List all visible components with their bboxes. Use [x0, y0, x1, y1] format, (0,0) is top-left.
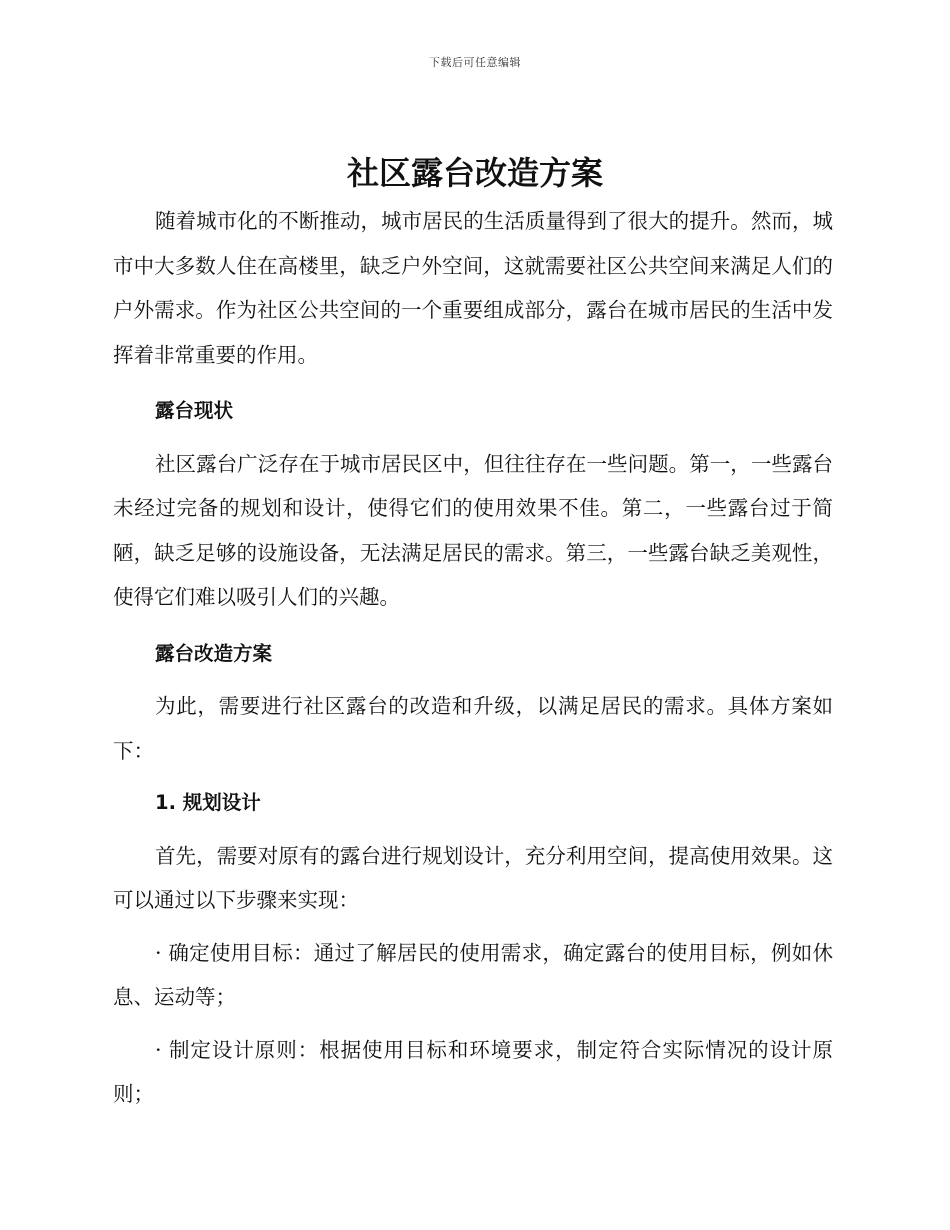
subsection-heading-design: 1. 规划设计 [155, 791, 261, 814]
bullet-item: · 确定使用目标：通过了解居民的使用需求，确定露台的使用目标，例如休息、运动等； [113, 940, 833, 1009]
status-paragraph: 社区露台广泛存在于城市居民区中，但往往存在一些问题。第一，一些露台未经过完备的规划和设计，使得它们的使用效果不佳。第二，一些露台过于简陋，缺乏足够的设施设备，无法满足居民的需求。第三，一些露台缺乏美观性，使得它们难以吸引人们的兴趣。 [113, 451, 833, 609]
plan-paragraph: 为此，需要进行社区露台的改造和升级，以满足居民的需求。具体方案如下： [113, 694, 833, 763]
bullet-item: · 制定设计原则：根据使用目标和环境要求，制定符合实际情况的设计原则； [113, 1037, 833, 1106]
section-heading-status: 露台现状 [155, 399, 234, 422]
section-heading-plan: 露台改造方案 [155, 641, 273, 665]
document-body [113, 199, 833, 1117]
intro-paragraph: 随着城市化的不断推动，城市居民的生活质量得到了很大的提升。然而，城市中大多数人住在高楼里，缺乏户外空间，这就需要社区公共空间来满足人们的户外需求。作为社区公共空间的一个重要组成部分，露台在城市居民的生活中发挥着非常重要的作用。 [113, 209, 833, 367]
header-note: 下载后可任意编辑 [429, 56, 521, 69]
document-title: 社区露台改造方案 [346, 154, 603, 192]
design-paragraph: 首先，需要对原有的露台进行规划设计，充分利用空间，提高使用效果。这可以通过以下步骤来实现： [113, 843, 833, 912]
